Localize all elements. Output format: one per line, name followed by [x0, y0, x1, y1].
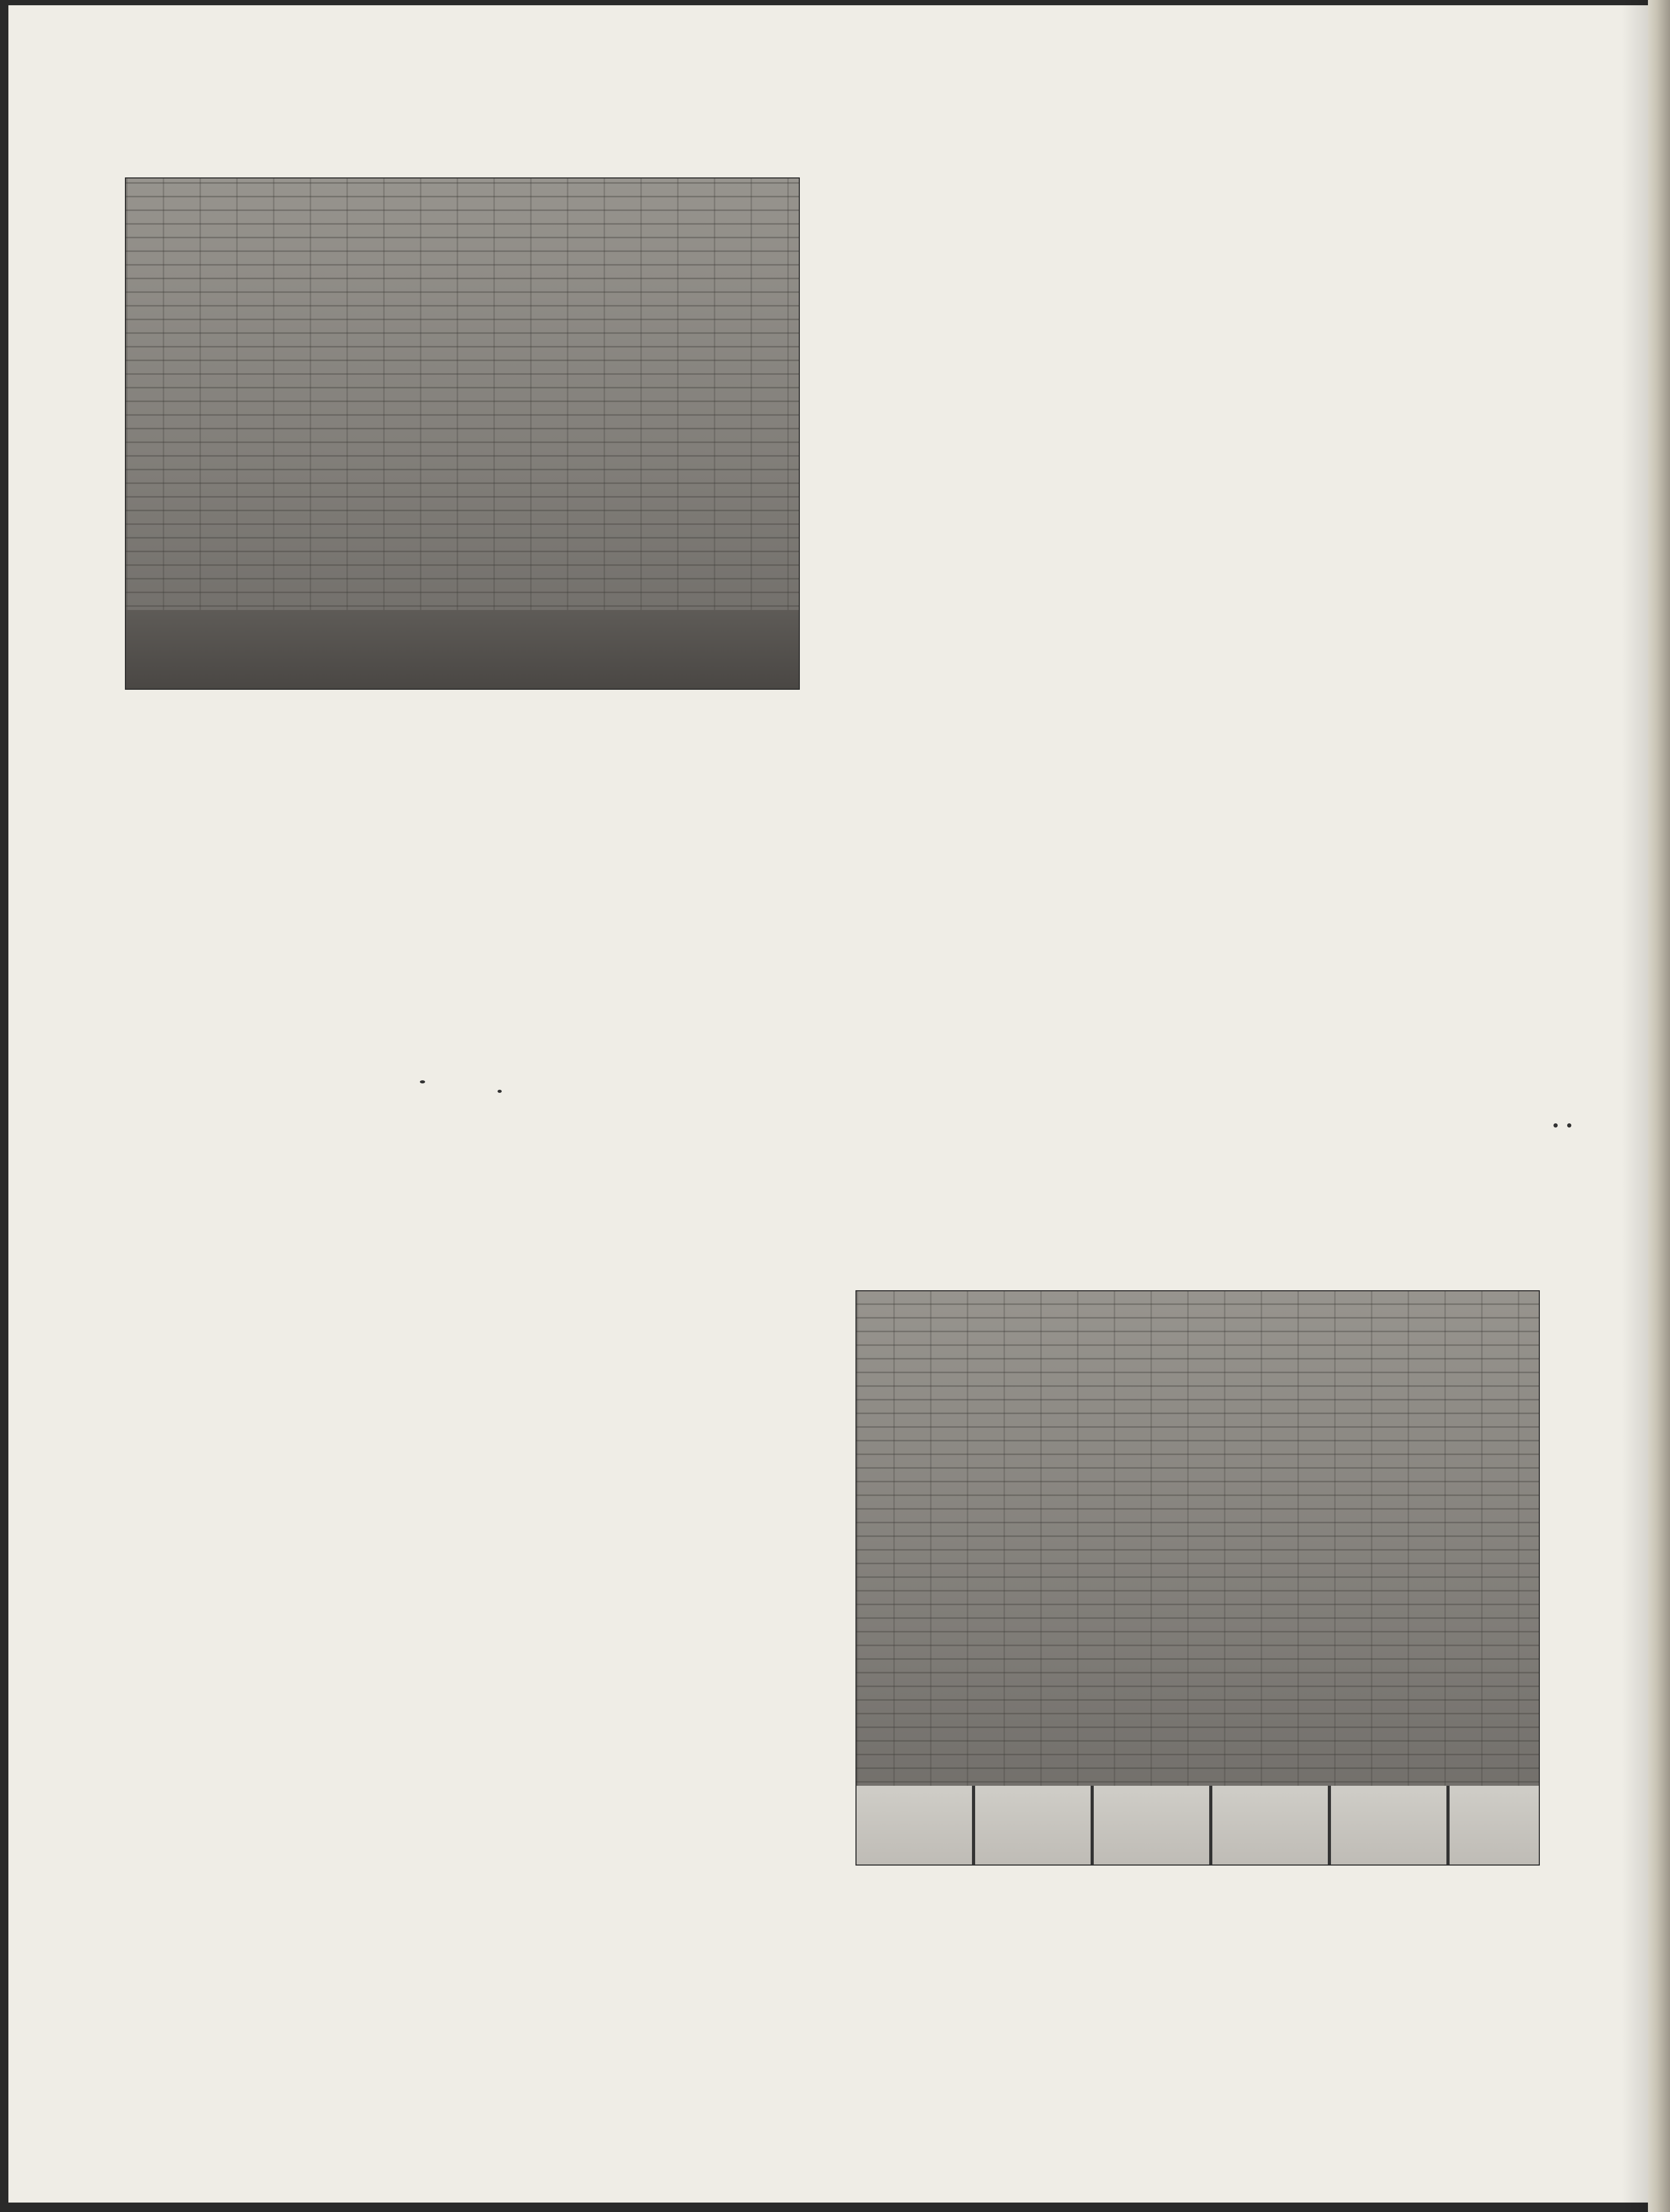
page-edge-top: [0, 0, 1670, 5]
print-speck: [498, 1090, 502, 1093]
print-speck: [1553, 1123, 1558, 1128]
page-edge-bottom: [0, 2203, 1670, 2212]
print-speck: [1567, 1123, 1571, 1128]
varsity-team-photo: [125, 177, 800, 690]
page-edge-left: [0, 0, 8, 2212]
page-edge-right: [1648, 0, 1670, 2212]
intro-paragraph: [905, 425, 1527, 458]
print-speck: [420, 1080, 425, 1083]
gym-floor: [857, 1786, 1539, 1865]
reserves-team-photo: [855, 1290, 1540, 1866]
gym-floor: [126, 610, 799, 689]
spine-shadow: [1622, 0, 1648, 2212]
